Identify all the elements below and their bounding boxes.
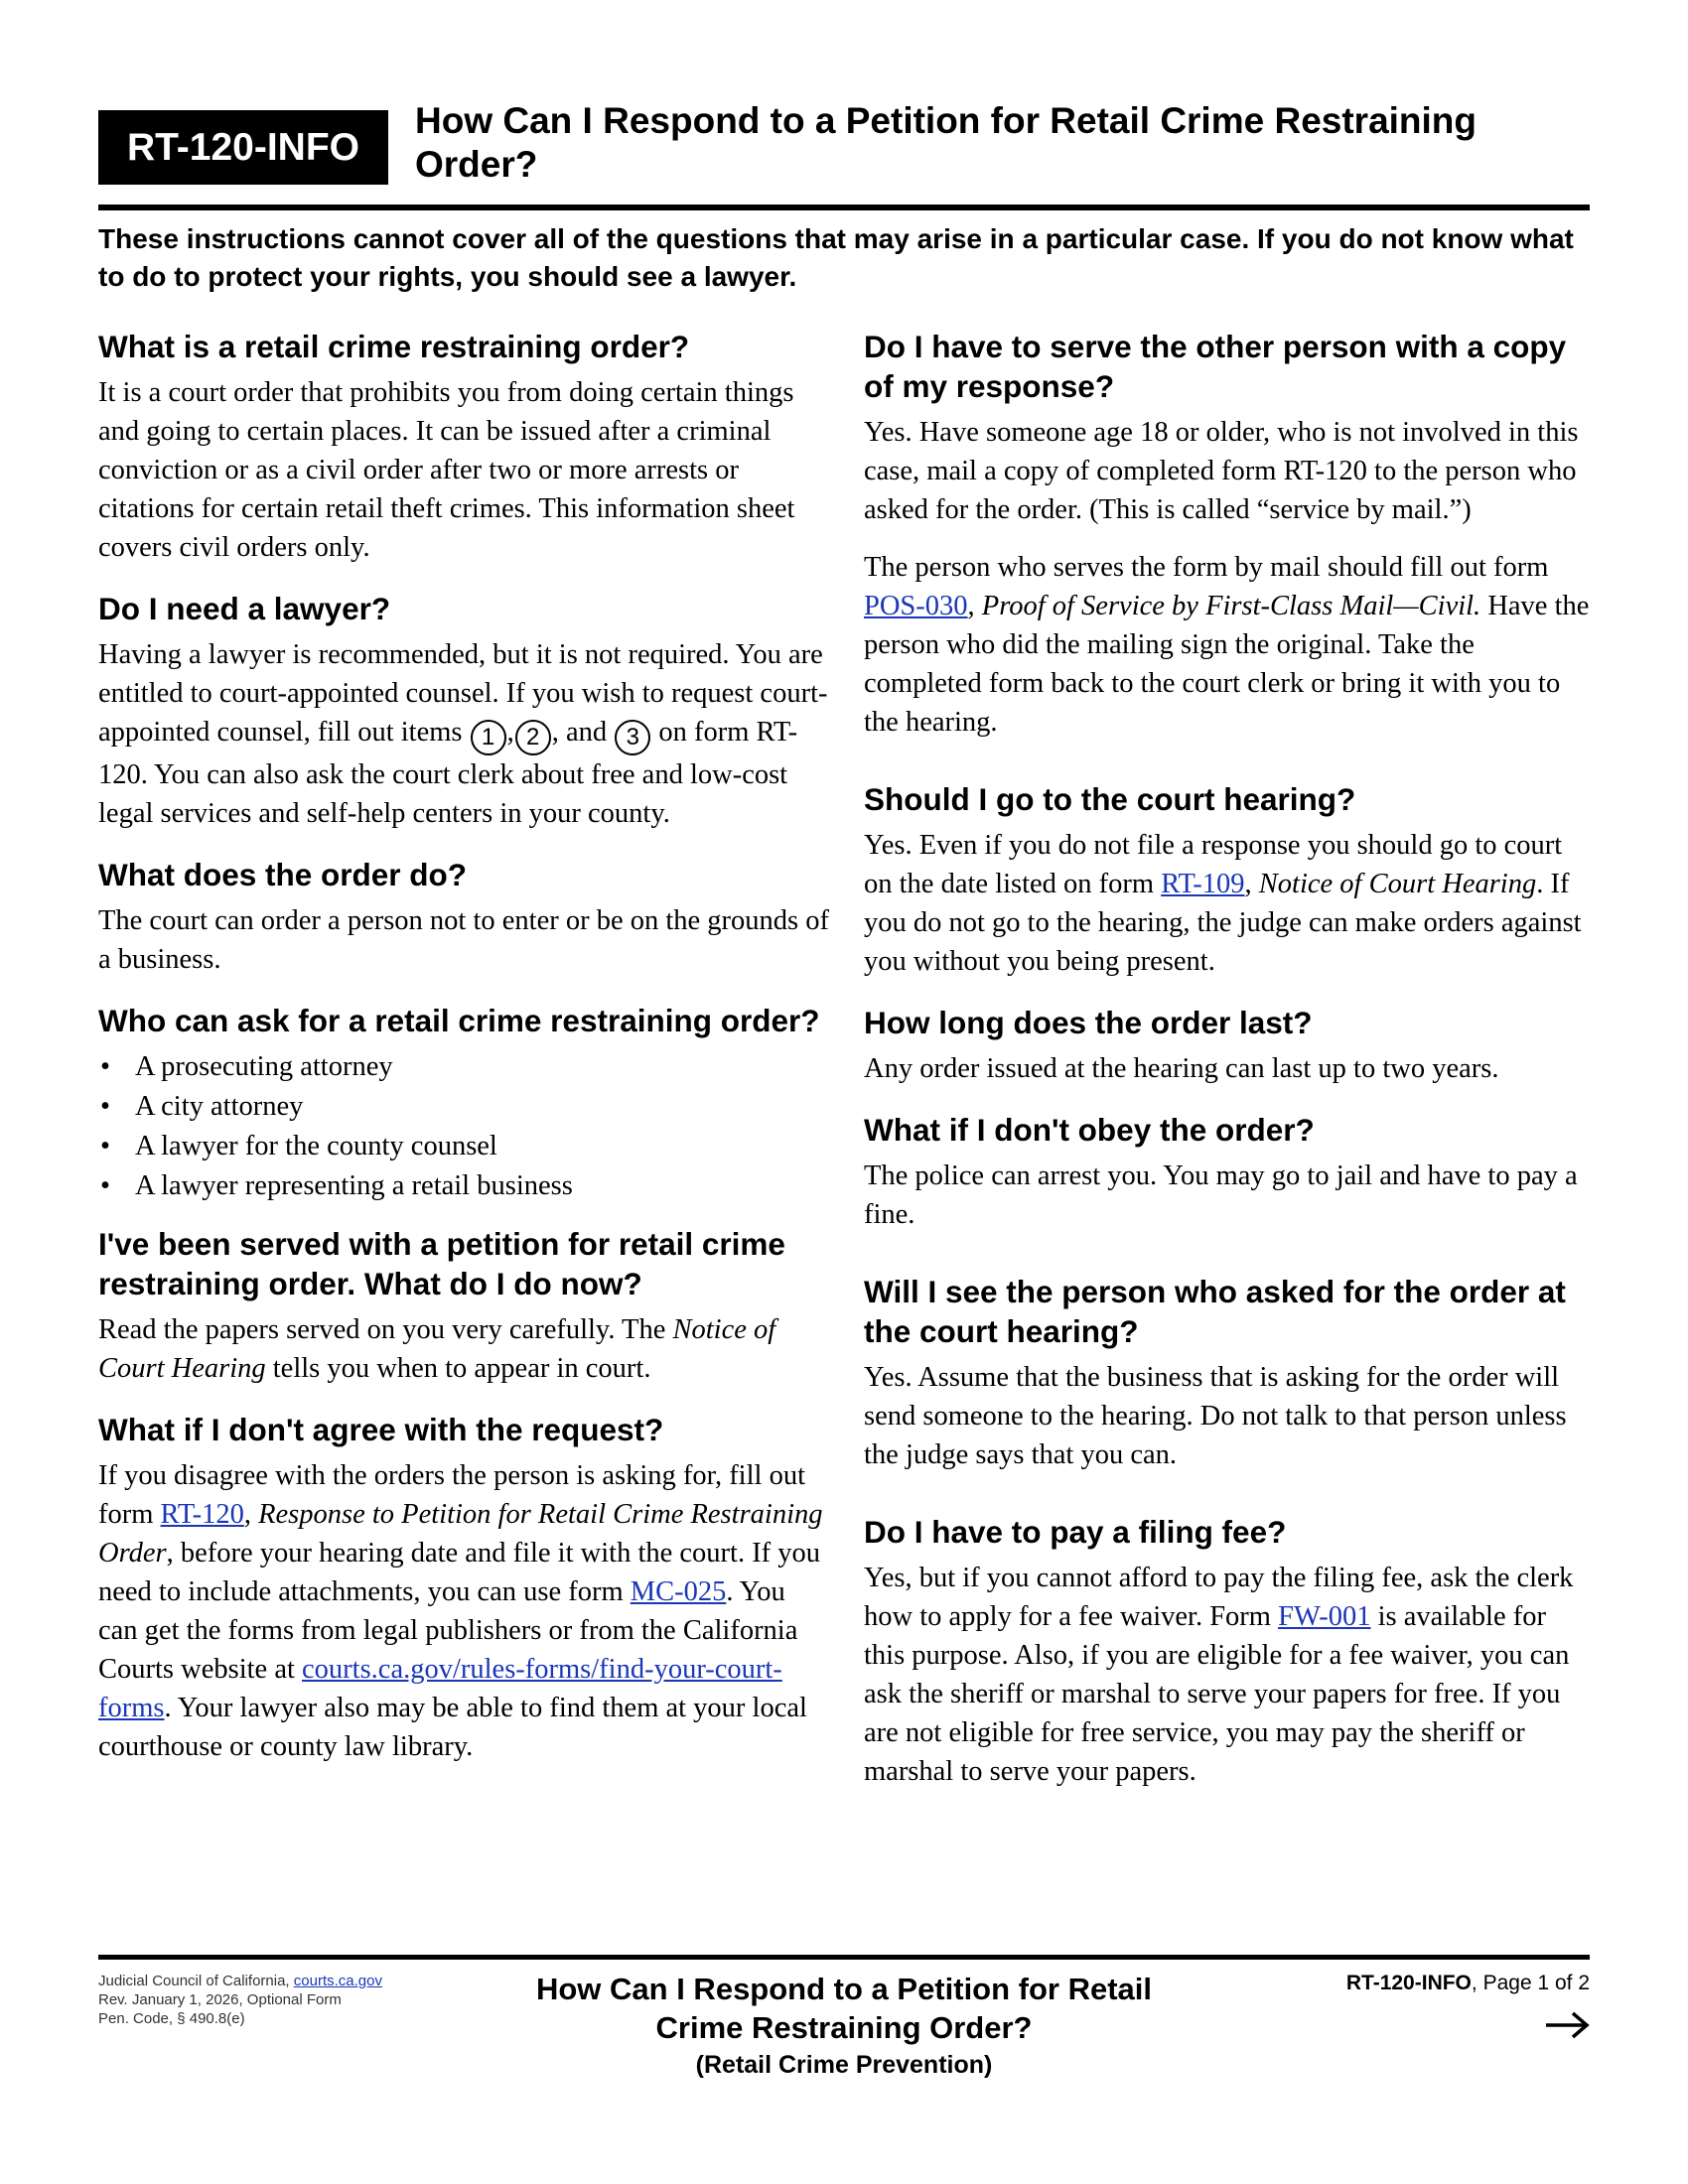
section-order-last [864,1003,1594,1088]
page-number: RT-120-INFO, Page 1 of 2 [1345,1972,1590,1994]
courts-website-link[interactable]: courts.ca.gov/rules-forms/find-your-court-forms [98,1654,782,1723]
section-heading: How long does the order last? [864,1005,1313,1040]
section-heading: Should I go to the court hearing? [864,781,1356,817]
section-body: It is a court order that prohibits you from doing certain things and going to certain places. It can be issued after a criminal conviction or as a civil order after two or more arrests or citations for certain retail theft crimes. This information sheet covers civil orders only. [98,377,795,563]
footer-title: How Can I Respond to a Petition for Retail Crime Restraining Order? (Retail Crime Prevention) [535,1972,1153,2079]
section-heading: What if I don't agree with the request? [98,1412,664,1447]
intro-notice: These instructions cannot cover all of the questions that may arise in a particular case. If you do not know what to do to protect your rights, you should see a lawyer. [98,223,1574,292]
item-number-badge: 2 [515,720,551,755]
section-heading: What is a retail crime restraining order? [98,329,690,364]
section-heading: What if I don't obey the order? [864,1112,1315,1148]
section-heading: What does the order do? [98,857,468,892]
section-heading: Do I have to pay a filing fee? [864,1514,1287,1550]
courts-link[interactable]: courts.ca.gov [293,1973,382,1989]
form-id-badge [98,110,388,185]
section-body: Yes. Assume that the business that is asking for the order will send someone to the hearing. Do not talk to that person unless the judge says that you can. [864,1362,1567,1470]
section-what-is-order [98,327,831,567]
section-heading: Do I need a lawyer? [98,591,391,626]
section-body: The person who serves the form by mail should fill out form POS-030, Proof of Service by First-Class Mail—Civil. Have the person who did the mailing sign the original. Take the completed form back to the court clerk or bring it with you to the hearing. [864,552,1590,738]
section-body: Read the papers served on you very carefully. The Notice of Court Hearing tells you when to appear in court. [98,1314,776,1384]
form-link-mc-025[interactable]: MC-025 [630,1576,727,1607]
list-item: • A lawyer for the county counsel [98,1127,831,1166]
section-order-do [98,855,831,979]
section-filing-fee [864,1512,1594,1791]
section-body: The police can arrest you. You may go to jail and have to pay a fine. [864,1160,1578,1230]
form-link-pos-030[interactable]: POS-030 [864,591,968,621]
section-body: Any order issued at the hearing can last up to two years. [864,1053,1499,1084]
section-see-person [864,1272,1594,1474]
list-item: • A prosecuting attorney [98,1047,831,1087]
section-dont-obey [864,1110,1594,1234]
form-id: RT-120-INFO [126,125,360,169]
list-item: • A lawyer representing a retail business [98,1166,831,1206]
section-been-served [98,1224,831,1388]
section-body: If you disagree with the orders the person is asking for, fill out form RT-120, Response to Petition for Retail Crime Restraining Order, before your hearing date and file it with the court. If you need to include attachments, you can use form MC-025. You can get the forms from legal publishers or from the California Courts website at courts.ca.gov/rules-forms/find-your-court-forms. Your lawyer also may be able to find them at your local courthouse or county law library. [98,1460,823,1762]
form-link-rt-120[interactable]: RT-120 [160,1499,244,1530]
section-heading: Will I see the person who asked for the order at the court hearing? [864,1274,1566,1349]
section-heading: Do I have to serve the other person with a copy of my response? [864,329,1567,404]
item-number-badge: 3 [615,720,650,755]
section-need-lawyer [98,589,831,833]
section-serve-response [864,327,1594,742]
section-heading: Who can ask for a retail crime restraining order? [98,1003,820,1038]
section-body: The court can order a person not to enter or be on the grounds of a business. [98,905,830,975]
right-column [864,327,1594,1791]
section-body: Yes. Have someone age 18 or older, who is not involved in this case, mail a copy of completed form RT-120 to the person who asked for the order. (This is called “service by mail.”) [864,417,1579,525]
list-item: • A city attorney [98,1087,831,1127]
right-arrow-icon [1544,2010,1590,2040]
bullet-list [98,1047,831,1206]
page-title: How Can I Respond to a Petition for Retail Crime Restraining Order? [415,100,1477,185]
section-who-can-ask [98,1001,831,1206]
item-number-badge: 1 [471,720,506,755]
footer-publisher-info: Judicial Council of California, courts.ca.gov Rev. January 1, 2026, Optional Form Pen. Code, § 490.8(e) [98,1973,382,2027]
title-divider [98,205,1590,210]
form-link-rt-109[interactable]: RT-109 [1161,869,1245,899]
section-body: Yes. Even if you do not file a response you should go to court on the date listed on form RT-109, Notice of Court Hearing. If you do not go to the hearing, the judge can make orders against you without you being present. [864,830,1582,977]
section-body: Yes, but if you cannot afford to pay the filing fee, ask the clerk how to apply for a fee waiver. Form FW-001 is available for this purpose. Also, if you are eligible for a fee waiver, you can ask the sheriff or marshal to serve your papers for free. If you are not eligible for free service, you may pay the sheriff or marshal to serve your papers. [864,1563,1574,1787]
section-go-to-hearing [864,779,1594,981]
footer-divider [98,1955,1590,1960]
section-body: Having a lawyer is recommended, but it is not required. You are entitled to court-appointed counsel. If you wish to request court-appointed counsel, fill out items 1 , 2 , and 3 on form RT-120. You can also ask the court clerk about free and low-cost legal services and self-help centers in your county. [98,639,828,829]
form-link-fw-001[interactable]: FW-001 [1278,1601,1371,1632]
section-dont-agree [98,1410,831,1766]
section-heading: I've been served with a petition for retail crime restraining order. What do I do now? [98,1226,785,1301]
left-column [98,327,831,1766]
